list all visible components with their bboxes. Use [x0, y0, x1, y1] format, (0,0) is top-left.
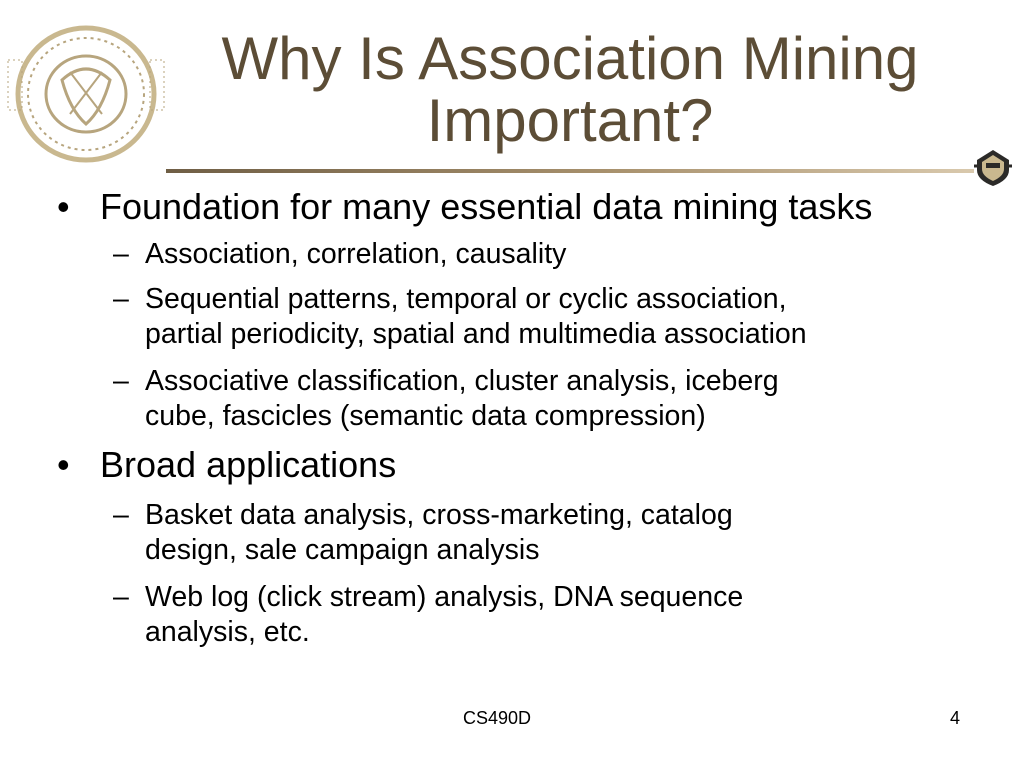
- slide-title-line-1: Why Is Association Mining: [221, 25, 919, 92]
- bullet-2: • Broad applications: [57, 444, 397, 485]
- slide-title: [190, 25, 950, 154]
- footer-page-number: 4: [950, 708, 961, 728]
- bullet-1-text: Foundation for many essential data mining tasks: [100, 186, 873, 227]
- bullet-2-sub-1: – Basket data analysis, cross-marketing, catalog design, sale campaign analysis: [113, 499, 733, 566]
- bullet-1: • Foundation for many essential data mining tasks: [57, 186, 873, 227]
- bullet-1-sub-3: – Associative classification, cluster analysis, iceberg cube, fascicles (semantic data compression): [113, 365, 779, 432]
- footer-course: CS490D: [463, 708, 532, 728]
- slide-title-line-2: Important?: [426, 87, 714, 154]
- crest-icon: [972, 148, 1014, 188]
- bullet-1-sub-1: – Association, correlation, causality: [113, 238, 567, 270]
- bullet-1-sub-2: – Sequential patterns, temporal or cyclic association, partial periodicity, spatial and multimedia association: [113, 283, 807, 350]
- bullet-2-text: Broad applications: [100, 444, 397, 485]
- bullet-2-sub-2: – Web log (click stream) analysis, DNA sequence analysis, etc.: [113, 581, 744, 648]
- university-seal-icon: [6, 20, 166, 166]
- title-divider: [166, 169, 974, 173]
